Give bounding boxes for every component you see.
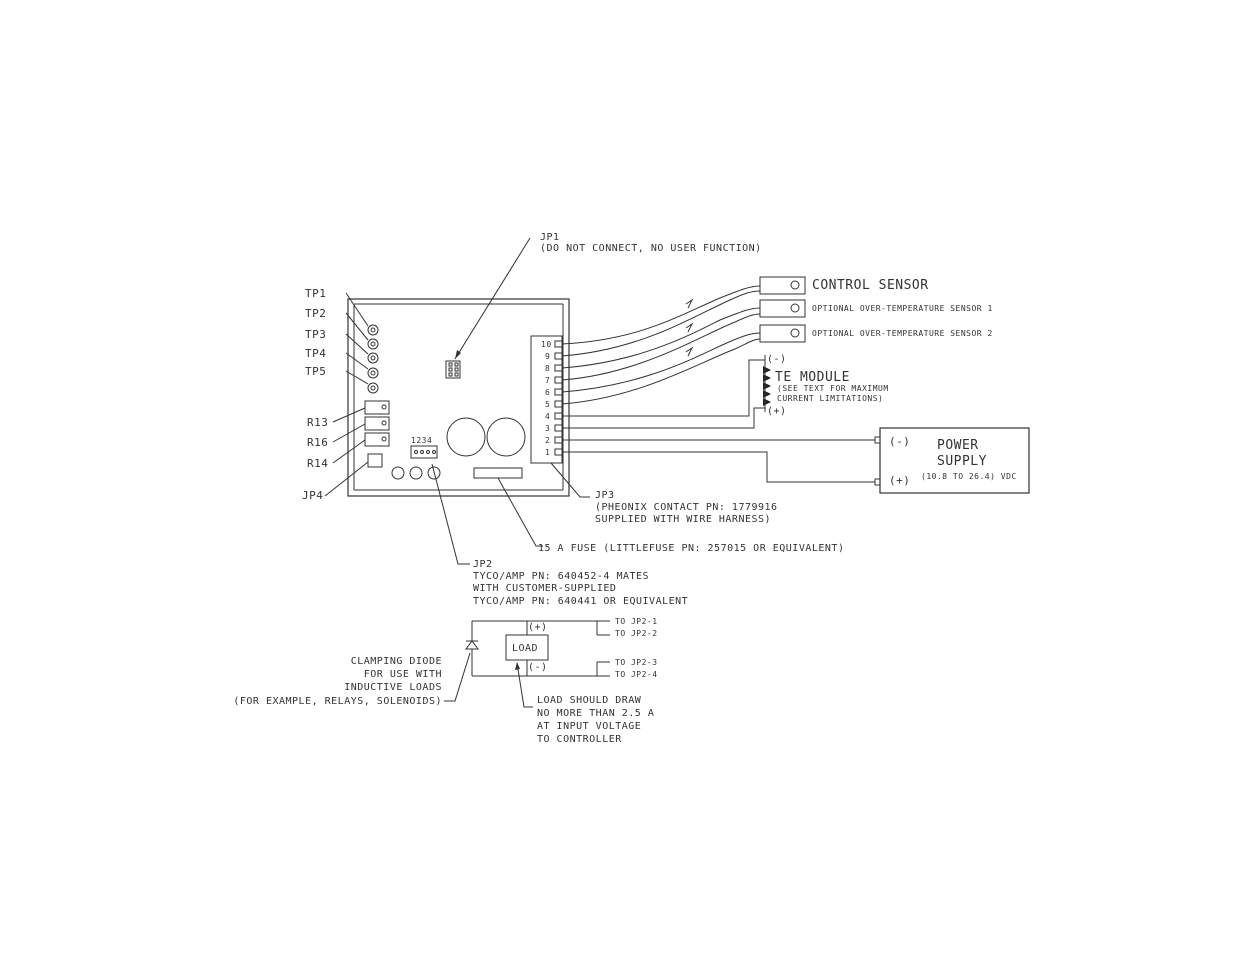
test-point-5 [346,371,378,393]
test-points [346,293,378,393]
tp2-label: TP2 [305,307,327,320]
r13-label: R13 [307,416,329,429]
jp3-label: JP3 [595,490,615,501]
jp2-line-2: WITH CUSTOMER-SUPPLIED [473,583,617,594]
jp3-pin-3: 3 [545,424,551,433]
jp3-pin-6: 6 [545,388,551,397]
power-supply-minus: (-) [889,435,911,448]
control-sensor [760,277,805,294]
test-point-2 [346,313,378,349]
r16-label: R16 [307,436,329,449]
power-supply-range: (10.8 TO 26.4) VDC [921,472,1017,481]
te-module-note-1: (SEE TEXT FOR MAXIMUM [777,384,889,393]
sensor-cables [562,286,760,404]
r14-pot [365,433,389,446]
r13-pot [365,401,389,414]
tp1-label: TP1 [305,287,327,300]
te-module-wiring [562,355,771,428]
optional-sensor-1-label: OPTIONAL OVER-TEMPERATURE SENSOR 1 [812,304,993,313]
jp3-pin-4: 4 [545,412,551,421]
jp2-line-1: TYCO/AMP PN: 640452-4 MATES [473,571,650,582]
jp1-note: (DO NOT CONNECT, NO USER FUNCTION) [540,243,762,254]
load-plus: (+) [528,622,548,633]
jp4-label: JP4 [302,489,324,502]
load-pin-2: TO JP2-2 [615,629,658,638]
jp3-line-1: (PHEONIX CONTACT PN: 1779916 [595,502,778,513]
led-2 [410,467,422,479]
diode-note-1: CLAMPING DIODE [350,656,442,667]
load-note-4: TO CONTROLLER [537,734,622,745]
power-supply-wiring [562,437,880,485]
te-module-title: TE MODULE [775,370,850,385]
capacitor-right [487,418,525,456]
jp2-label: JP2 [473,559,493,570]
load-pin-3: TO JP2-3 [615,658,658,667]
diode-note-4: (FOR EXAMPLE, RELAYS, SOLENOIDS) [233,696,442,707]
jp3-pin-10: 10 [541,340,552,349]
load-pin-1: TO JP2-1 [615,617,658,626]
tp5-label: TP5 [305,365,327,378]
capacitor-left [447,418,485,456]
jp1-header [446,238,530,378]
diode-note-3: INDUCTIVE LOADS [344,682,442,693]
optional-sensor-1 [760,300,805,317]
r16-pot [365,417,389,430]
fuse-label: 15 A FUSE (LITTLEFUSE PN: 257015 OR EQUIVALENT) [538,543,845,554]
optional-sensor-2 [760,325,805,342]
te-module-note-2: CURRENT LIMITATIONS) [777,394,884,403]
power-supply-plus: (+) [889,474,911,487]
power-supply-title-1: POWER [937,438,979,453]
led-1 [392,467,404,479]
load-note-1: LOAD SHOULD DRAW [537,695,642,706]
tp3-label: TP3 [305,328,327,341]
jp2-header [411,446,470,564]
jp3-line-2: SUPPLIED WITH WIRE HARNESS) [595,514,772,525]
control-sensor-label: CONTROL SENSOR [812,278,929,293]
r14-label: R14 [307,457,329,470]
load-pin-4: TO JP2-4 [615,670,658,679]
diode-note-2: FOR USE WITH [363,669,442,680]
controller-board [348,299,569,496]
jp3-pin-1: 1 [545,448,551,457]
te-module-minus: (-) [767,354,787,365]
jp3-pin-7: 7 [545,376,551,385]
jp3-pin-8: 8 [545,364,551,373]
jp4-jumper [368,454,382,467]
jp2-pin-numbers: 1234 [411,436,433,445]
load-minus: (-) [528,662,548,673]
load-note-2: NO MORE THAN 2.5 A [537,708,655,719]
load-label: LOAD [512,643,539,654]
tp4-label: TP4 [305,347,327,360]
jp3-pin-9: 9 [545,352,551,361]
jp1-label: JP1 [540,232,560,243]
optional-sensor-2-label: OPTIONAL OVER-TEMPERATURE SENSOR 2 [812,329,993,338]
jp3-pin-2: 2 [545,436,551,445]
fuse-holder [474,468,522,478]
te-module-plus: (+) [767,406,787,417]
jp3-pin-5: 5 [545,400,551,409]
jp2-line-3: TYCO/AMP PN: 640441 OR EQUIVALENT [473,596,689,607]
load-note-3: AT INPUT VOLTAGE [537,721,642,732]
power-supply-title-2: SUPPLY [937,454,987,469]
